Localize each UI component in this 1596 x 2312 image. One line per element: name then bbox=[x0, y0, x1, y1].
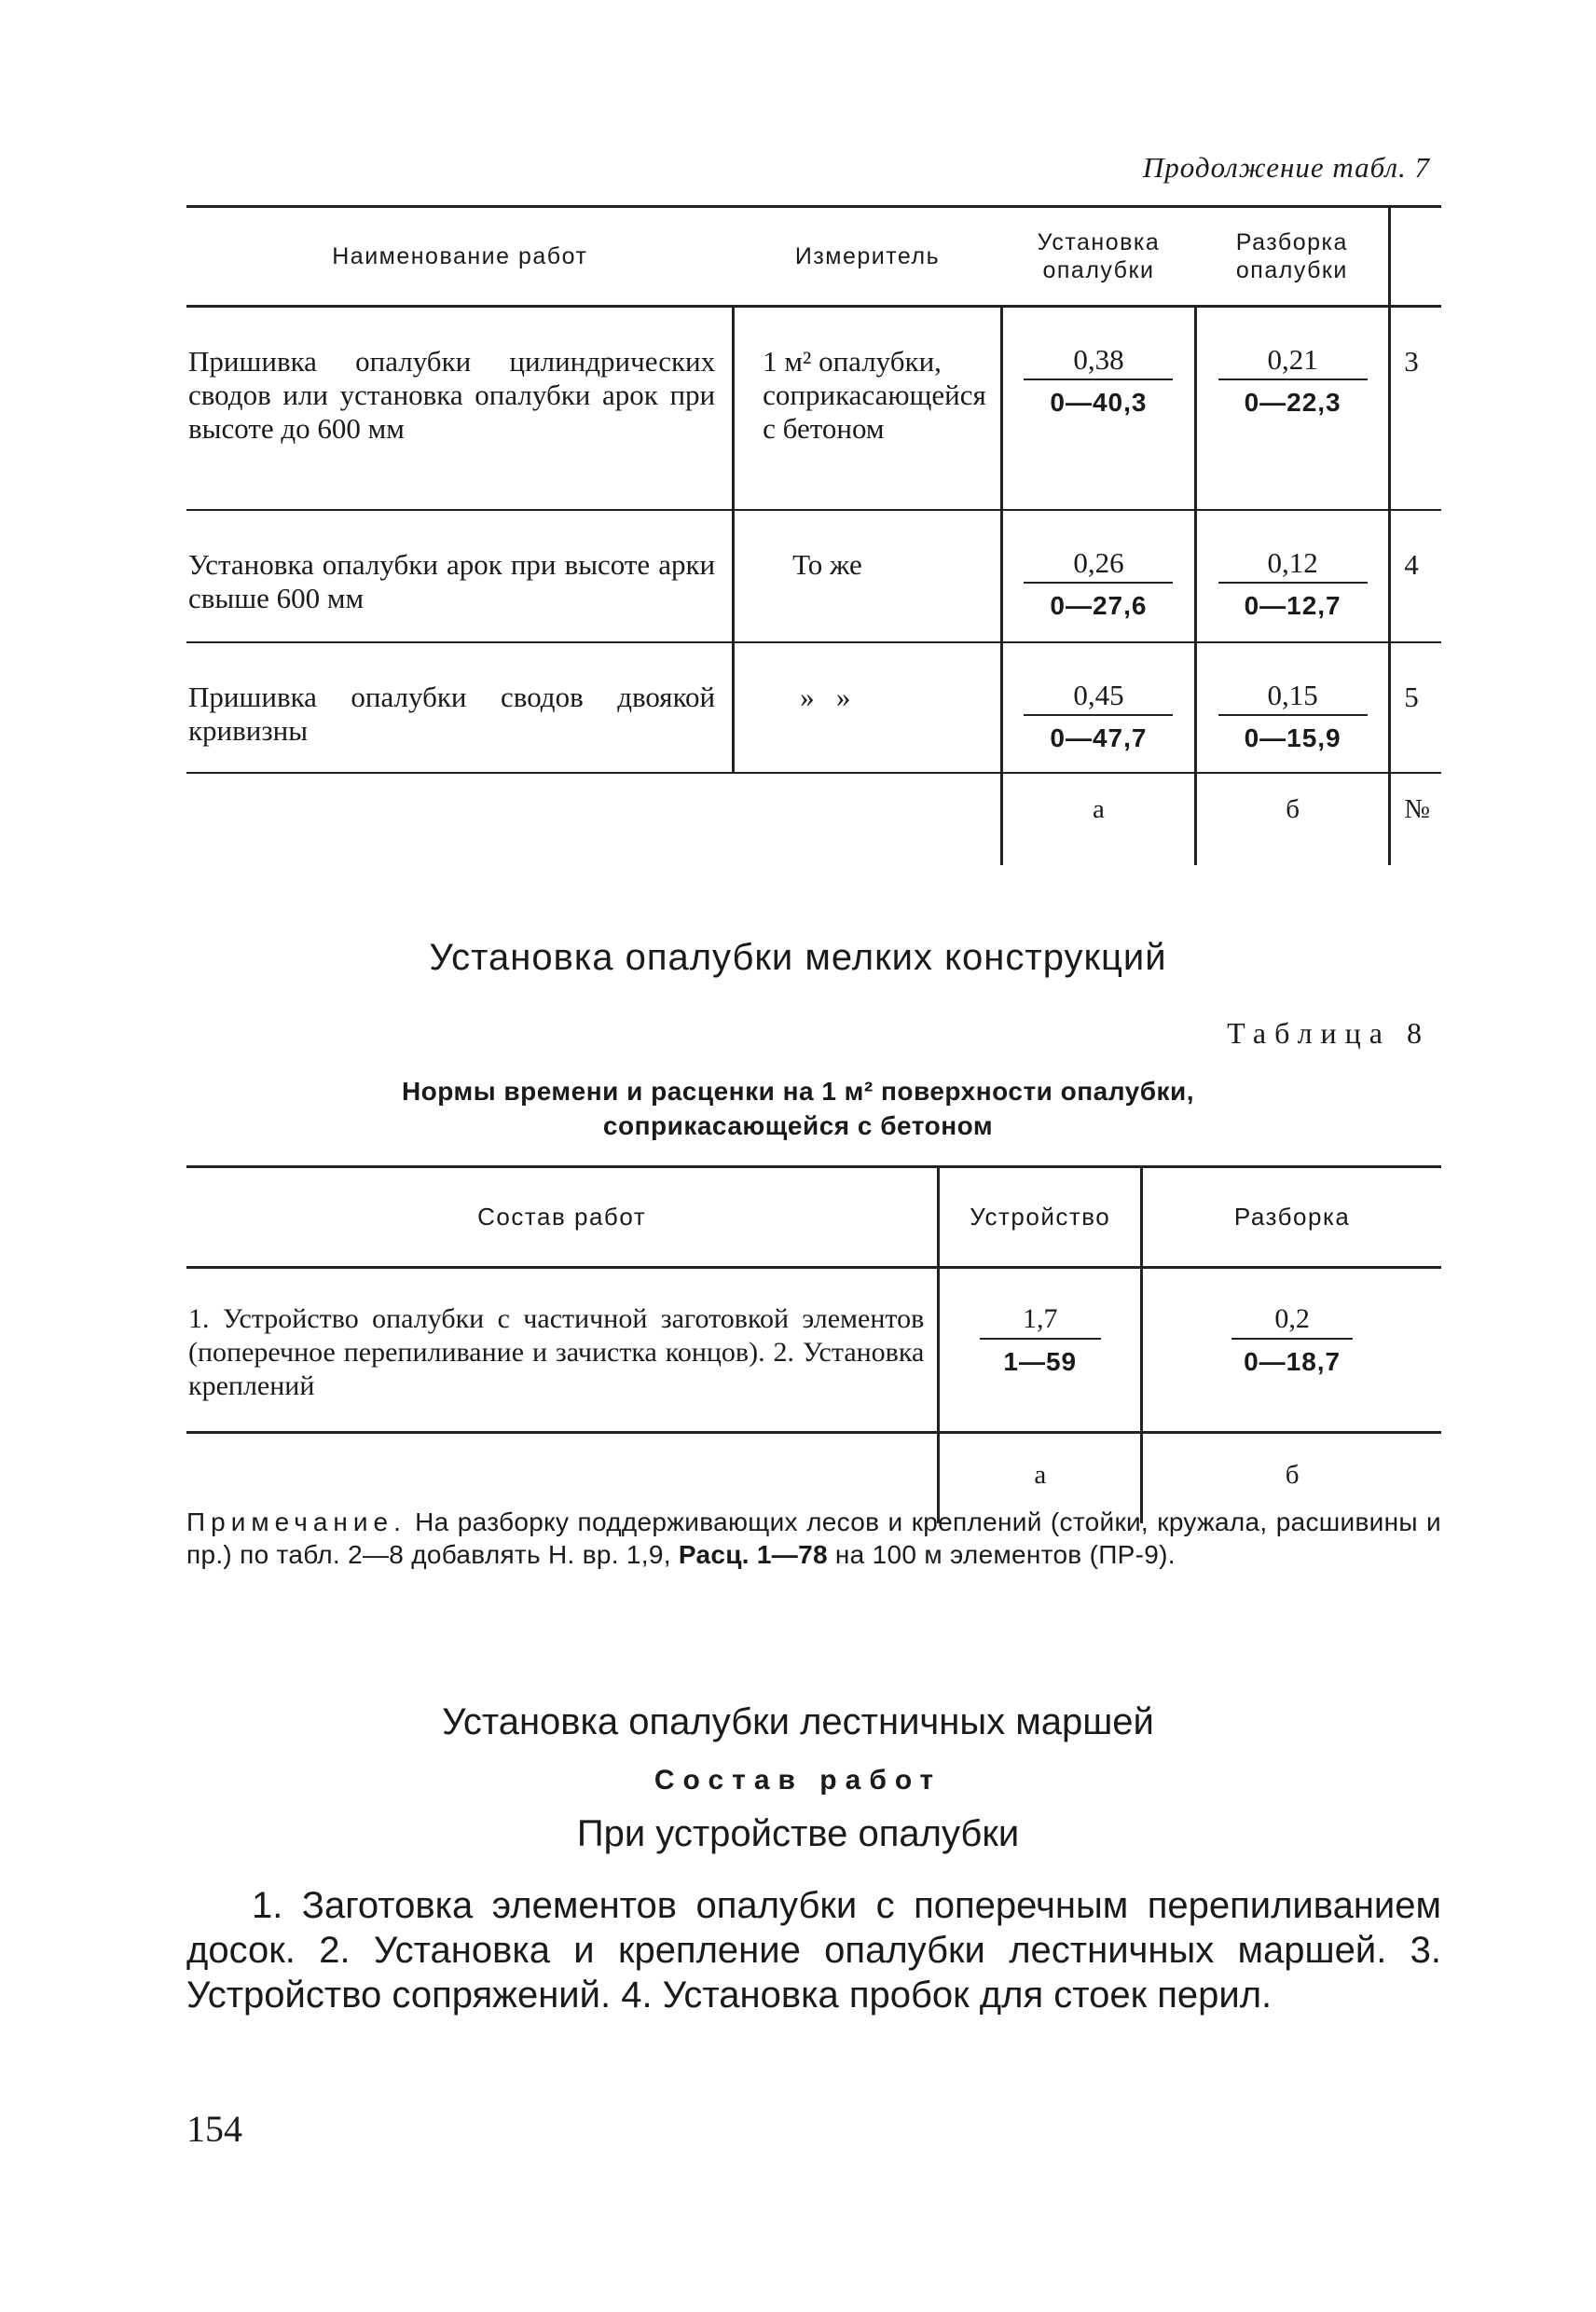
header-dismantling: Разборка bbox=[1142, 1167, 1441, 1268]
section-title-stair-flights: Установка опалубки лестничных маршей bbox=[442, 1701, 1154, 1742]
rate-fraction bbox=[1024, 679, 1173, 755]
table-7 bbox=[186, 205, 1441, 865]
unit-cell: » » bbox=[734, 642, 1002, 773]
dismantling-cell bbox=[1196, 307, 1390, 510]
rate-fraction bbox=[1218, 679, 1368, 755]
composition-cell: 1. Устройство опалубки с частичной заготовкой элементов (поперечное перепиливание и зачистка концов). 2. Установка креплений bbox=[186, 1268, 939, 1433]
row-number-cell: 5 bbox=[1390, 642, 1441, 773]
time-norm: 0,12 bbox=[1218, 546, 1368, 584]
section-title-small-structures: Установка опалубки мелких конструкций bbox=[429, 937, 1167, 978]
price: 0—12,7 bbox=[1244, 590, 1341, 620]
table-note bbox=[186, 1506, 1441, 1571]
header-unit: Измеритель bbox=[734, 207, 1002, 307]
work-name-cell: Пришивка опалубки сводов двоякой кривизны bbox=[186, 642, 734, 773]
rate-fraction bbox=[1024, 343, 1173, 420]
caption-line-1: Нормы времени и расценки на 1 м² поверхности опалубки, bbox=[401, 1077, 1195, 1106]
dismantling-cell bbox=[1196, 642, 1390, 773]
price: 0—47,7 bbox=[1050, 722, 1148, 752]
time-norm: 0,15 bbox=[1218, 679, 1368, 716]
rate-fraction bbox=[1024, 546, 1173, 623]
dismantling-cell bbox=[1196, 510, 1390, 642]
table-8-label: Таблица 8 bbox=[1227, 1016, 1430, 1050]
table-8-caption bbox=[0, 1074, 1596, 1143]
table-footer-row bbox=[186, 773, 1441, 865]
unit-cell: 1 м² опалубки, соприкасающейся с бетоном bbox=[734, 307, 1002, 510]
unit-cell: То же bbox=[734, 510, 1002, 642]
table-row bbox=[186, 642, 1441, 773]
installation-cell bbox=[1001, 642, 1195, 773]
row-number-cell: 4 bbox=[1390, 510, 1441, 642]
rate-fraction bbox=[1218, 343, 1368, 420]
price: 1—59 bbox=[1003, 1347, 1078, 1376]
table-row bbox=[186, 510, 1441, 642]
rate-fraction bbox=[1218, 546, 1368, 623]
header-installation: Установка опалубки bbox=[1001, 207, 1195, 307]
header-dismantling: Разборка опалубки bbox=[1196, 207, 1390, 307]
note-rate: Расц. 1—78 bbox=[678, 1540, 828, 1569]
price: 0—22,3 bbox=[1244, 388, 1341, 417]
rate-fraction bbox=[980, 1302, 1101, 1379]
composition-label: Состав работ bbox=[654, 1765, 942, 1796]
construction-cell bbox=[939, 1268, 1142, 1433]
header-composition: Состав работ bbox=[186, 1167, 939, 1268]
work-name-cell: Пришивка опалубки цилиндрических сводов или установка опалубки арок при высоте до 600 мм bbox=[186, 307, 734, 510]
continuation-label: Продолжение табл. 7 bbox=[1142, 151, 1430, 184]
time-norm: 0,26 bbox=[1024, 546, 1173, 584]
caption-line-2: соприкасающейся с бетоном bbox=[602, 1111, 994, 1140]
note-text-end: на 100 м элементов (ПР-9). bbox=[827, 1540, 1176, 1569]
footer-a: а bbox=[1001, 773, 1195, 865]
table-row bbox=[186, 307, 1441, 510]
table-header-row bbox=[186, 1167, 1441, 1268]
price: 0—40,3 bbox=[1050, 388, 1148, 417]
footer-no: № bbox=[1390, 773, 1441, 865]
footer-a: а bbox=[939, 1433, 1142, 1524]
table-header-row bbox=[186, 207, 1441, 307]
time-norm: 0,45 bbox=[1024, 679, 1173, 716]
table-row bbox=[186, 1268, 1441, 1433]
installation-cell bbox=[1001, 510, 1195, 642]
row-number-cell: 3 bbox=[1390, 307, 1441, 510]
subsection-title: При устройстве опалубки bbox=[576, 1813, 1020, 1854]
installation-cell bbox=[1001, 307, 1195, 510]
price: 0—15,9 bbox=[1244, 722, 1341, 752]
footer-b: б bbox=[1196, 773, 1390, 865]
header-number bbox=[1390, 207, 1441, 307]
footer-b: б bbox=[1142, 1433, 1441, 1524]
rate-fraction bbox=[1231, 1302, 1353, 1379]
dismantling-cell bbox=[1142, 1268, 1441, 1433]
price: 0—18,7 bbox=[1244, 1347, 1341, 1376]
header-construction: Устройство bbox=[939, 1167, 1142, 1268]
header-work-name: Наименование работ bbox=[186, 207, 734, 307]
work-name-cell: Установка опалубки арок при высоте арки свыше 600 мм bbox=[186, 510, 734, 642]
price: 0—27,6 bbox=[1050, 590, 1148, 620]
time-norm: 0,2 bbox=[1231, 1302, 1353, 1340]
time-norm: 0,38 bbox=[1024, 343, 1173, 380]
body-paragraph: 1. Заготовка элементов опалубки с поперечным перепиливанием досок. 2. Установка и крепление опалубки лестничных маршей. 3. Устройство сопряжений. 4. Установка пробок для стоек перил. bbox=[186, 1885, 1441, 2016]
time-norm: 1,7 bbox=[980, 1302, 1101, 1340]
note-text: На разборку поддерживающих лесов и креплений (стойки, кружала, расшивины и пр.) по табл. 2—8 добавлять Н. вр. 1,9, bbox=[186, 1507, 1441, 1569]
time-norm: 0,21 bbox=[1218, 343, 1368, 380]
note-label: Примечание. bbox=[186, 1507, 406, 1536]
table-8 bbox=[186, 1165, 1441, 1523]
page-number: 154 bbox=[186, 2108, 242, 2150]
